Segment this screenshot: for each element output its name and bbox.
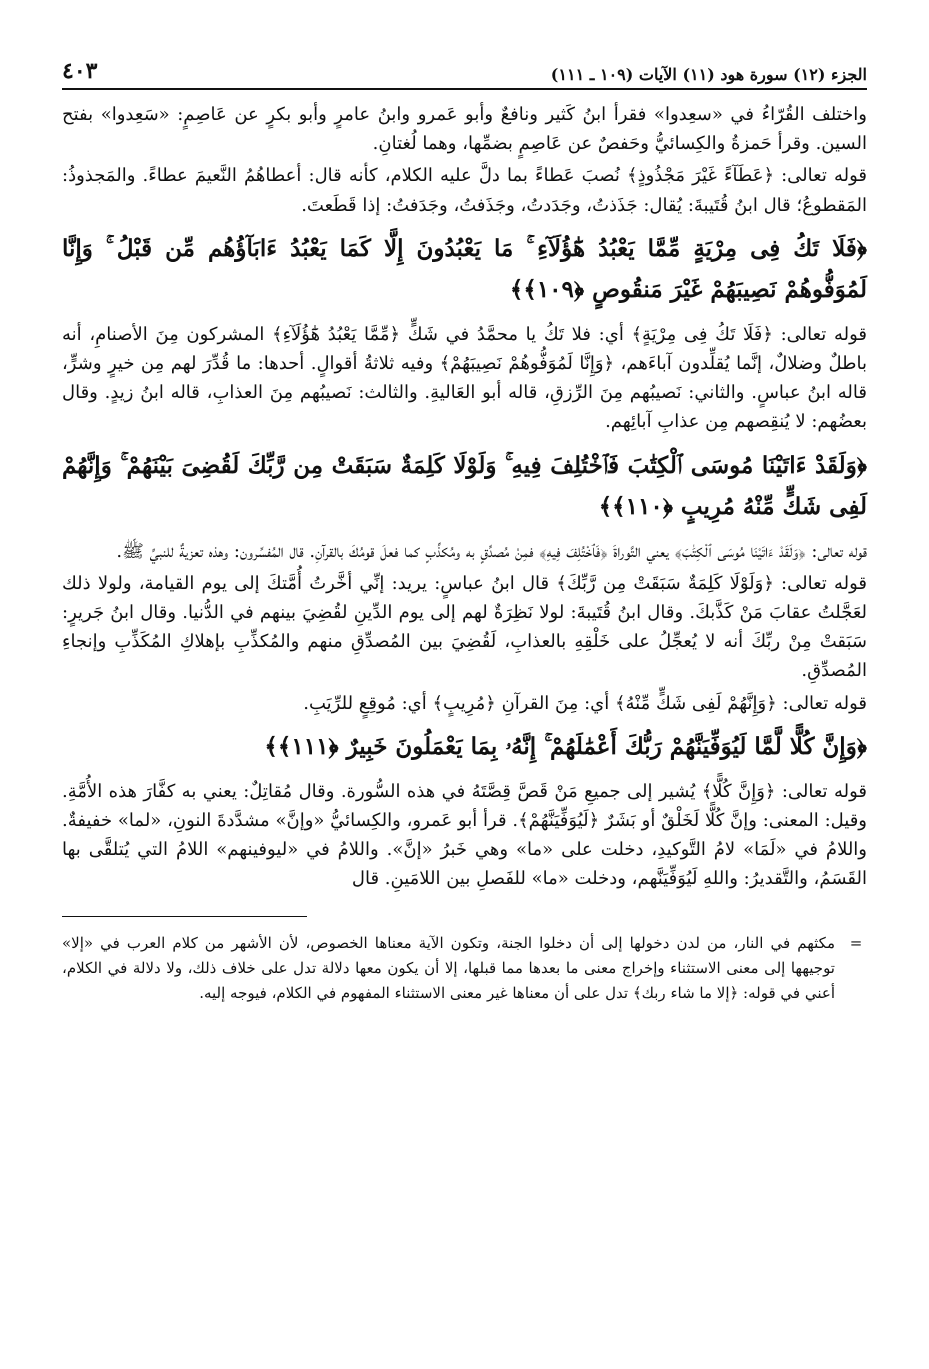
paragraph-shakk: قوله تعالى: ﴿وَإِنَّهُمْ لَفِى شَكٍّ مِّنْهُ﴾ أي: مِنَ القرآنِ ﴿مُرِيبٍ﴾ أي: مُوقِعٍ للرِّيَبِ. [303,692,867,714]
page-body [62,100,867,894]
running-header [62,58,867,90]
verse-109: ﴿فَلَا تَكُ فِى مِرْيَةٍ مِّمَّا يَعْبُدُ هَٰٓؤُلَآءِ ۚ مَا يَعْبُدُونَ إِلَّا كَمَا يَعْبُدُ ءَابَآؤُهُم مِّن قَبْلُ ۚ وَإِنَّا لَمُوَفُّوهُمْ نَصِيبَهُمْ غَيْرَ مَنقُوصٍ ﴿١٠٩﴾﴾ [62,234,867,303]
paragraph-musa-kitab: قوله تعالى: ﴿وَلَقَدْ ءَاتَيْنَا مُوسَى ٱلْكِتَٰبَ﴾ يعني التَّوراةَ ﴿فَٱخْتُلِفَ فِيهِ﴾ فمِنْ مُصدِّقٍ به ومُكذِّبٍ كما فعلَ قومُكَ بالقرآنِ. قال المُفسِّرون: وهذه تعزيةٌ للنبيِّ ﷺ. [116,540,867,562]
footnote [62,931,867,1006]
verse-110: ﴿وَلَقَدْ ءَاتَيْنَا مُوسَى ٱلْكِتَٰبَ فَٱخْتُلِفَ فِيهِ ۚ وَلَوْلَا كَلِمَةٌ سَبَقَتْ مِن رَّبِّكَ لَقُضِىَ بَيْنَهُمْ ۚ وَإِنَّهُمْ لَفِى شَكٍّ مِّنْهُ مُرِيبٍ ﴿١١٠﴾﴾ [62,451,867,520]
paragraph-qiraat: واختلف القُرّاءُ في «سعِدوا» فقرأ ابنُ كَثير ونافعٌ وأبو عَمرو وابنُ عامرٍ وأبو بكرٍ عن عَاصِمٍ: «سَعِدوا» بفتح السين. وقرأ حَمزةُ والكِسائيُّ وحَفصٌ عن عَاصِمٍ بضمِّها، وهما لُغتانِ. [62,104,867,155]
header-title: الجزء (١٢) سورة هود (١١) الآيات (١٠٩ ـ ١١١) [550,65,867,84]
paragraph-ataa: قوله تعالى: ﴿عَطَآءً غَيْرَ مَجْذُوذٍ﴾ نُصبَ عَطاءً بما دلَّ عليه الكلام، كأنه قال: أعطاهُمُ النَّعيمَ عطاءً. والمَجذوذُ: المَقطوعُ؛ قال ابنُ قُتَيبةَ: يُقال: جَذَذتُ، وجَدَدتُ، وجَذَفتُ، وجَدَفتُ: إذا قَطَعتَ. [62,165,867,216]
footnote-separator [62,916,307,917]
footnote-text: مكثهم في النار، من لدن دخولها إلى أن دخلوا الجنة، وتكون الآية معناها الخصوص، لأن الأشهر من كلام العرب في «إلا» توجيهها إلى معنى الاستثناء وإخراج معنى ما بعدها مما قبلها، إلا أن يكون معها دلالة تدل على خلاف ذلك، ولا دلالة في الكلام، أعني في قوله: ﴿إلا ما شاء ربك﴾ تدل على أن معناها غير معنى الاستثناء المفهوم في الكلام، فيوجه إليه. [62,933,835,1002]
verse-111: ﴿وَإِنَّ كُلًّا لَّمَّا لَيُوَفِّيَنَّهُمْ رَبُّكَ أَعْمَٰلَهُمْ ۚ إِنَّهُۥ بِمَا يَعْمَلُونَ خَبِيرٌ ﴿١١١﴾﴾ [264,732,867,760]
paragraph-verse-111-commentary: قوله تعالى: ﴿وَإِنَّ كُلًّا﴾ يُشير إلى جميعِ مَنْ قَصَّ قِصَّتَهُ في هذه السُّورة. وقال مُقاتِلٌ: يعني به كفَّارَ هذه الأُمَّةِ. وقيل: المعنى: وإنَّ كُلًّا لَخَلْقٌ أو بَشَرٌ ﴿لَيُوَفِّيَنَّهُمْ﴾. قرأ أبو عَمرو، والكِسائيُّ «وإنَّ» مشدَّدةَ النونِ، «لما» خفيفةٌ. واللامُ في «لَمَا» لامُ التَّوكيدِ، دخلت على «ما» وهي خَبرُ «إنَّ». واللامُ في «ليوفينهم» اللامُ التي يُتلقَّى بها القَسَمُ، والتَّقديرُ: واللهِ لَيُوَفِّيَنَّهم، ودخلت «ما» للفَصلِ بين اللامَينِ. قال [62,780,867,890]
page-number: ٤٠٣ [62,58,98,84]
paragraph-verse-109-commentary: قوله تعالى: ﴿فَلَا تَكُ فِى مِرْيَةٍ﴾ أي: فلا تَكُ يا محمَّدُ في شَكٍّ ﴿مِّمَّا يَعْبُدُ هَٰٓؤُلَآءِ﴾ المشركون مِنَ الأصنامِ، أنه باطلٌ وضلالٌ، إنَّما يُقلِّدون آباءَهم، ﴿وَإِنَّا لَمُوَفُّوهُمْ نَصِيبَهُمْ﴾ وفيه ثلاثةُ أقوالٍ. أحدها: ما قُدِّرَ لهم مِن خيرٍ وشرٍّ، قاله ابنُ عباسٍ. والثاني: نَصيبُهم مِنَ الرِّزقِ، قاله أبو العَاليةِ. والثالث: نَصيبُهم مِنَ العذابِ، قاله ابنُ زيدٍ. وقال بعضُهم: لا يُنقِصهم مِن عذابِ آبائِهم. [62,323,867,433]
footnote-continuation-mark: = [849,933,863,952]
paragraph-kalima: قوله تعالى: ﴿وَلَوْلَا كَلِمَةٌ سَبَقَتْ مِن رَّبِّكَ﴾ قال ابنُ عباسٍ: يريد: إنِّي أخَّرتُ أُمَّتكَ إلى يوم القيامة، ولولا ذلك لعَجَّلتُ عقابَ مَنْ كَذَّبكَ. وقال ابنُ قُتَيبةَ: لولا نَظِرَةٌ لهم إلى يوم الدِّينِ لقُضِيَ بينهم في الدُّنيا. وقال ابنُ جَريرٍ: سَبَقتْ مِنْ ربِّكَ أنه لا يُعجِّلُ على خَلْقِهِ بالعذابِ، لَقُضِيَ بين المُصدِّقِ منهم والمُكذِّبِ بإهلاكِ المُكَذِّبِ وإنجاءِ المُصدِّقِ. [62,572,867,682]
